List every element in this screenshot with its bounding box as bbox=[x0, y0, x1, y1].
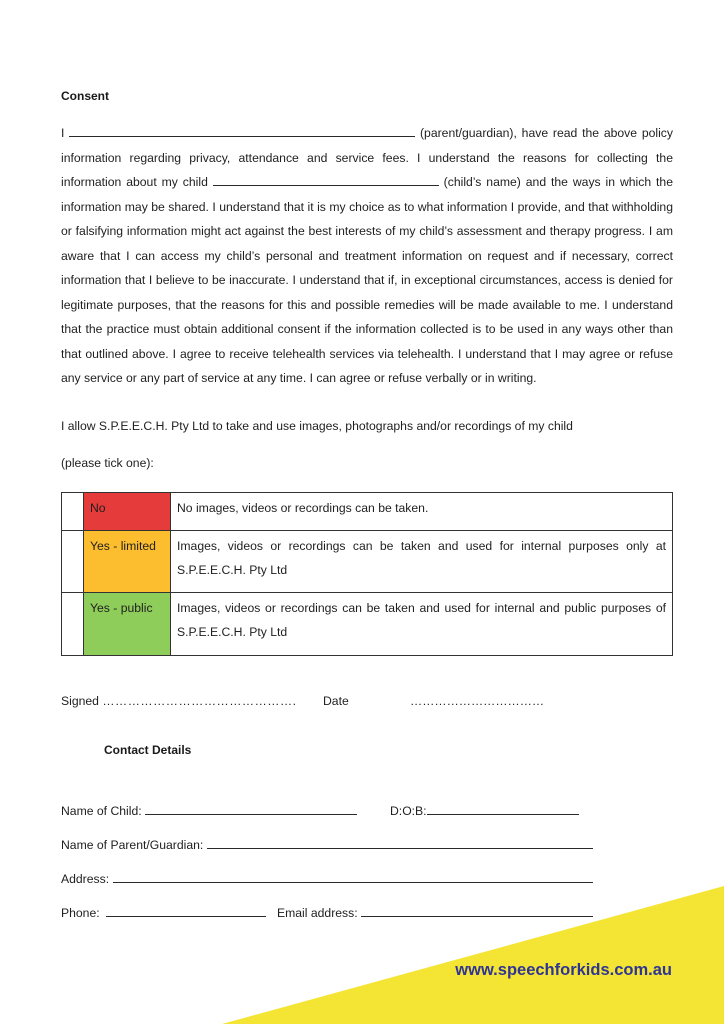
phone-row bbox=[61, 904, 266, 920]
parent-label: Name of Parent/Guardian: bbox=[61, 838, 204, 852]
child-name-blank[interactable] bbox=[213, 173, 439, 186]
email-label: Email address: bbox=[277, 906, 358, 920]
address-label: Address: bbox=[61, 872, 110, 886]
description-limited: Images, videos or recordings can be taken and used for internal purposes only at S.P.E.E.C.H. Pty Ltd bbox=[171, 531, 673, 593]
dob-field[interactable] bbox=[427, 802, 579, 815]
signed-line bbox=[61, 694, 297, 708]
level-public: Yes - public bbox=[84, 593, 171, 656]
option-row-limited bbox=[62, 531, 673, 593]
dob-label: D:O:B: bbox=[390, 804, 427, 818]
tick-instruction: (please tick one): bbox=[61, 456, 154, 470]
child-label: Name of Child: bbox=[61, 804, 142, 818]
media-consent-table bbox=[61, 492, 673, 656]
consent-paragraph bbox=[61, 121, 673, 391]
signed-label: Signed bbox=[61, 694, 99, 708]
child-name-field[interactable] bbox=[145, 802, 357, 815]
parent-name-field[interactable] bbox=[207, 836, 593, 849]
address-row bbox=[61, 870, 593, 886]
email-field[interactable] bbox=[361, 904, 593, 917]
dob-row bbox=[390, 802, 579, 818]
signed-dots[interactable]: ………………………………………. bbox=[102, 694, 297, 708]
option-row-public bbox=[62, 593, 673, 656]
phone-label: Phone: bbox=[61, 906, 100, 920]
parent-name-blank[interactable] bbox=[69, 124, 415, 137]
address-field[interactable] bbox=[113, 870, 593, 883]
consent-heading: Consent bbox=[61, 89, 109, 103]
level-limited: Yes - limited bbox=[84, 531, 171, 593]
consent-text-rest: (child’s name) and the ways in which the information may be shared. I understand that it is my choice as to what information I provide, and that withholding or falsifying information might act against the best interests of my child’s assessment and therapy progress. I am aware that I can access my child’s personal and treatment information on request and if necessary, correct information that I believe to be inaccurate. I understand that if, in exceptional circumstances, access is denied for legitimate purposes, that the reasons for this and possible remedies will be made available to me. I understand that the practice must obtain additional consent if the information collected is to be used in any ways other than that outlined above. I agree to receive telehealth services via telehealth. I understand that I may agree or refuse any service or any part of service at any time. I can agree or refuse verbally or in writing. bbox=[61, 175, 673, 385]
consent-text-middle: (parent/guardian), have read the above policy information regarding privacy, attendance and service fees. I understand the reasons for collecting the information about my child bbox=[61, 126, 673, 189]
phone-field[interactable] bbox=[106, 904, 266, 917]
level-no: No bbox=[84, 493, 171, 531]
media-allow-text: I allow S.P.E.E.C.H. Pty Ltd to take and use images, photographs and/or recordings of my child bbox=[61, 419, 573, 433]
email-row bbox=[277, 904, 593, 920]
website-url[interactable]: www.speechforkids.com.au bbox=[455, 961, 672, 979]
tick-box-no[interactable] bbox=[62, 493, 84, 531]
description-public: Images, videos or recordings can be taken and used for internal and public purposes of S.P.E.E.C.H. Pty Ltd bbox=[171, 593, 673, 656]
date-dots[interactable]: …………………………… bbox=[410, 694, 545, 708]
date-label: Date bbox=[323, 694, 349, 708]
parent-row bbox=[61, 836, 593, 852]
contact-heading: Contact Details bbox=[104, 743, 192, 757]
tick-box-public[interactable] bbox=[62, 593, 84, 656]
child-row bbox=[61, 802, 357, 818]
description-no: No images, videos or recordings can be taken. bbox=[171, 493, 673, 531]
consent-text-start: I bbox=[61, 126, 70, 140]
option-row-no bbox=[62, 493, 673, 531]
tick-box-limited[interactable] bbox=[62, 531, 84, 593]
